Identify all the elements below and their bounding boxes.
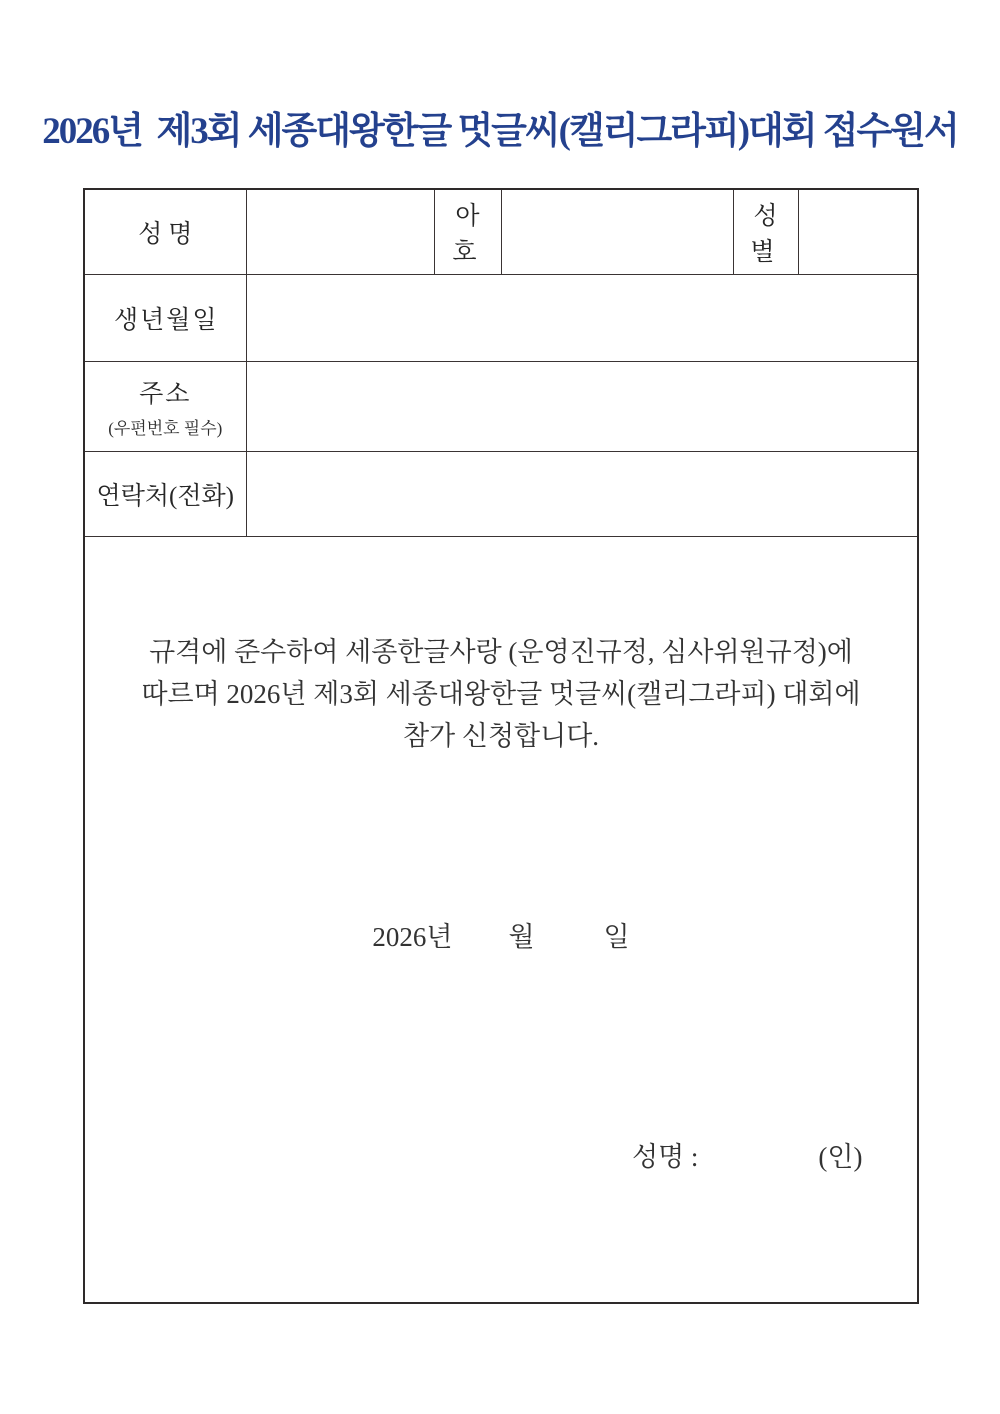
signature-seal-label: (인) [818,1141,863,1172]
table-row-contact [84,451,918,536]
address-label-cell [84,361,246,451]
table-row-address [84,361,918,451]
statement-line-3: 참가 신청합니다. [402,720,600,751]
alias-value-cell [501,189,733,274]
gender-value-cell [798,189,918,274]
birthdate-value-cell [246,274,918,361]
application-form-table [83,188,919,1304]
table-row-name [84,189,918,274]
date-line [85,915,917,954]
statement-line-2: 따르며 2026년 제3회 세종대왕한글 멋글씨(캘리그라피) 대회에 [141,678,861,709]
address-label: 주소 [139,380,192,408]
date-day-label: 일 [603,921,630,952]
table-row-declaration [84,536,918,1303]
table-row-birthdate [84,274,918,361]
address-note: (우편번호 필수) [108,418,223,438]
date-month-label: 월 [508,921,535,952]
declaration-cell [84,536,918,1303]
signature-line [632,1135,863,1174]
signature-name-label: 성명 : [632,1141,699,1172]
date-year: 2026년 [372,921,453,952]
alias-label-cell: 아호 [434,189,501,274]
address-value-cell [246,361,918,451]
gender-label-cell: 성별 [733,189,798,274]
statement-line-1: 규격에 준수하여 세종한글사랑 (운영진규정, 심사위원규정)에 [149,636,853,667]
contact-label-cell: 연락처(전화) [84,451,246,536]
page-title: 2026년 제3회 세종대왕한글 멋글씨(캘리그라피)대회 접수원서 [42,111,958,152]
name-label-cell: 성명 [84,189,246,274]
birthdate-label-cell: 생년월일 [84,274,246,361]
declaration-statement [85,631,917,757]
contact-value-cell [246,451,918,536]
name-value-cell [246,189,434,274]
